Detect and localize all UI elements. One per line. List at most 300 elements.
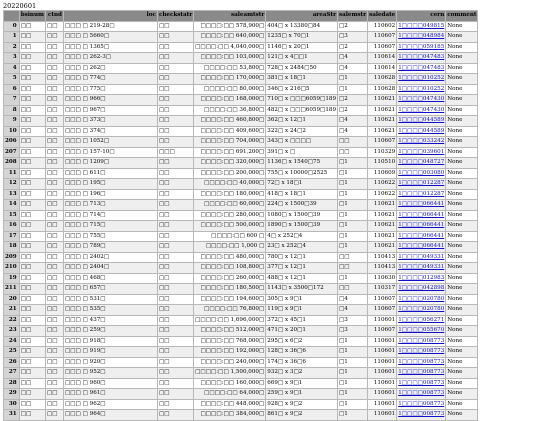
- row-index: 0: [4, 21, 20, 32]
- cell-loc: □□□ □ 531□: [63, 294, 157, 305]
- cell-saleamtstr: □□□□:□□ 4,040,000□: [194, 42, 266, 53]
- table-row: [4, 284, 478, 295]
- column-header-saleamtstr: saleamtstr: [194, 11, 266, 22]
- cell-areaStr: 224□ x 1500□39: [266, 200, 338, 211]
- cell-saledate: 110621: [368, 126, 397, 137]
- cell-saleamtstr: □□□□:□□ 460,800□: [194, 116, 266, 127]
- cell-cern[interactable]: 1□□□□047483: [397, 63, 446, 74]
- cell-loc: □□□ □ 259□: [63, 326, 157, 337]
- cell-saleamtstr: □□□□:□□ 240,000□: [194, 357, 266, 368]
- cell-loc: □□□ □ 468□: [63, 273, 157, 284]
- cell-checkstatr: □□: [157, 105, 193, 116]
- cell-saleamtstr: □□□□:□□ 500,000□: [194, 221, 266, 232]
- cell-areaStr: 1143□ x 3500□172: [266, 284, 338, 295]
- cell-saledate: 110622: [368, 189, 397, 200]
- cell-bsinum: □□: [19, 347, 45, 358]
- cell-comment: None: [446, 179, 478, 190]
- cell-ctnd: □□: [45, 368, 63, 379]
- cell-saleamtstr: □□□□:□□ 40,000□: [194, 179, 266, 190]
- row-index: 209: [4, 252, 20, 263]
- row-index: 10: [4, 126, 20, 137]
- cell-checkstatr: □□: [157, 158, 193, 169]
- cell-areaStr: 377□ x 12□1: [266, 263, 338, 274]
- cell-ctnd: □□: [45, 242, 63, 253]
- cell-saledate: 110601: [368, 368, 397, 379]
- cell-comment: None: [446, 399, 478, 410]
- row-index: 1: [4, 32, 20, 43]
- table-row: [4, 168, 478, 179]
- cell-ctnd: □□: [45, 147, 63, 158]
- cell-saleamtstr: □□□□:□□ 384,000□: [194, 410, 266, 421]
- cell-salemstr: □1: [338, 221, 368, 232]
- cell-areaStr: 259□ x 9□1: [266, 389, 338, 400]
- table-row: [4, 210, 478, 221]
- cell-saledate: 110602: [368, 21, 397, 32]
- cell-comment: None: [446, 357, 478, 368]
- cell-bsinum: □□: [19, 368, 45, 379]
- cell-ctnd: □□: [45, 315, 63, 326]
- cell-cern[interactable]: 1□□□□008773: [397, 336, 446, 347]
- cell-areaStr: 128□ x 36□6: [266, 347, 338, 358]
- cell-checkstatr: □□: [157, 53, 193, 64]
- cell-checkstatr: □□: [157, 410, 193, 421]
- cell-cern[interactable]: 1□□□□049815: [397, 21, 446, 32]
- cell-loc: □□□ □ 262□: [63, 63, 157, 74]
- cell-areaStr: 174□ x 36□6: [266, 357, 338, 368]
- cell-areaStr: 1235□ x 70□1: [266, 32, 338, 43]
- cell-saleamtstr: □□□□:□□ 192,000□: [194, 347, 266, 358]
- cell-bsinum: □□: [19, 378, 45, 389]
- cell-loc: □□□ □ 1365□: [63, 42, 157, 53]
- cell-ctnd: □□: [45, 357, 63, 368]
- cell-ctnd: □□: [45, 84, 63, 95]
- cell-ctnd: □□: [45, 137, 63, 148]
- cell-saledate: 110510: [368, 158, 397, 169]
- cell-salemstr: □3: [338, 326, 368, 337]
- cell-cern[interactable]: 1□□□□047430: [397, 95, 446, 106]
- cell-bsinum: □□: [19, 210, 45, 221]
- cell-areaStr: 710□ x □□□6059□189: [266, 95, 338, 106]
- cell-saledate: 110621: [368, 231, 397, 242]
- cell-areaStr: 322□ x 24□2: [266, 126, 338, 137]
- cell-saledate: 110607: [368, 305, 397, 316]
- cell-cern[interactable]: 1□□□□066441: [397, 242, 446, 253]
- cell-loc: □□□ □ 713□: [63, 200, 157, 211]
- cell-saleamtstr: □□□□:□□ 160,000□: [194, 378, 266, 389]
- cell-comment: None: [446, 84, 478, 95]
- table-row: [4, 116, 478, 127]
- table-row: [4, 242, 478, 253]
- column-header-saledate: saledate: [368, 11, 397, 22]
- cell-saleamtstr: □□□□:□□ 108,800□: [194, 263, 266, 274]
- cell-loc: □□□ □ 196□: [63, 189, 157, 200]
- cell-saledate: 110621: [368, 105, 397, 116]
- cell-ctnd: □□: [45, 294, 63, 305]
- cell-saledate: 110601: [368, 378, 397, 389]
- cell-areaStr: 23□ x 252□4: [266, 242, 338, 253]
- row-index: 26: [4, 357, 20, 368]
- cell-cern[interactable]: 1□□□□055670: [397, 326, 446, 337]
- cell-loc: □□□ □ 774□: [63, 74, 157, 85]
- cell-loc: □□□ □ 437□: [63, 315, 157, 326]
- cell-comment: None: [446, 326, 478, 337]
- cell-ctnd: □□: [45, 126, 63, 137]
- row-index: 17: [4, 231, 20, 242]
- cell-saleamtstr: □□□□:□□ 180,000□: [194, 189, 266, 200]
- cell-ctnd: □□: [45, 326, 63, 337]
- cell-saledate: 110621: [368, 95, 397, 106]
- cell-saledate: 110630: [368, 273, 397, 284]
- cell-bsinum: □□: [19, 158, 45, 169]
- column-header-index: [4, 11, 20, 22]
- cell-comment: None: [446, 252, 478, 263]
- cell-saledate: 110601: [368, 389, 397, 400]
- cell-cern[interactable]: 1□□□□008773: [397, 357, 446, 368]
- cell-comment: None: [446, 158, 478, 169]
- cell-comment: None: [446, 231, 478, 242]
- cell-cern[interactable]: 1□□□□012287: [397, 189, 446, 200]
- cell-areaStr: 1136□ x 1540□75: [266, 158, 338, 169]
- cell-loc: □□□ □ 789□: [63, 242, 157, 253]
- cell-bsinum: □□: [19, 305, 45, 316]
- row-index: 207: [4, 147, 20, 158]
- cell-bsinum: □□: [19, 21, 45, 32]
- cell-bsinum: □□: [19, 410, 45, 421]
- cell-saledate: 110628: [368, 74, 397, 85]
- cell-cern[interactable]: 1□□□□008773: [397, 410, 446, 421]
- column-header-comment: comment: [446, 11, 478, 22]
- cell-cern[interactable]: 1□□□□012983: [397, 273, 446, 284]
- row-index: 9: [4, 116, 20, 127]
- cell-comment: None: [446, 378, 478, 389]
- cell-comment: None: [446, 210, 478, 221]
- cell-saleamtstr: □□□□:□□ 768,000□: [194, 336, 266, 347]
- cell-cern[interactable]: 1□□□□049331: [397, 252, 446, 263]
- cell-comment: None: [446, 200, 478, 211]
- column-header-ctnd: ctnd: [45, 11, 63, 22]
- cell-bsinum: □□: [19, 263, 45, 274]
- cell-areaStr: 391□ x □: [266, 147, 338, 158]
- cell-loc: □□□ □ 373□: [63, 116, 157, 127]
- cell-bsinum: □□: [19, 147, 45, 158]
- cell-checkstatr: □□: [157, 263, 193, 274]
- cell-cern[interactable]: 1□□□□020780: [397, 305, 446, 316]
- cell-comment: None: [446, 410, 478, 421]
- cell-saledate: 110621: [368, 200, 397, 211]
- cell-areaStr: 346□ x 216□5: [266, 84, 338, 95]
- cell-salemstr: □1: [338, 74, 368, 85]
- cell-cern[interactable]: 1□□□□039601: [397, 147, 446, 158]
- cell-cern[interactable]: 1□□□□049331: [397, 263, 446, 274]
- table-row: [4, 63, 478, 74]
- cell-loc: □□□ □ 5660□: [63, 32, 157, 43]
- cell-saledate: 110621: [368, 210, 397, 221]
- cell-areaStr: 928□ x 9□2: [266, 399, 338, 410]
- cell-saledate: 110601: [368, 399, 397, 410]
- table-row: [4, 347, 478, 358]
- cell-bsinum: □□: [19, 105, 45, 116]
- table-row: [4, 326, 478, 337]
- cell-bsinum: □□: [19, 242, 45, 253]
- cell-salemstr: □□: [338, 252, 368, 263]
- cell-ctnd: □□: [45, 389, 63, 400]
- cell-cern[interactable]: 1□□□□059185: [397, 42, 446, 53]
- cell-checkstatr: □□: [157, 252, 193, 263]
- cell-bsinum: □□: [19, 221, 45, 232]
- table-row: [4, 147, 478, 158]
- cell-saledate: 110413: [368, 252, 397, 263]
- row-index: 27: [4, 368, 20, 379]
- cell-bsinum: □□: [19, 231, 45, 242]
- cell-cern[interactable]: 1□□□□012287: [397, 179, 446, 190]
- cell-saledate: 110621: [368, 221, 397, 232]
- cell-checkstatr: □□: [157, 21, 193, 32]
- cell-bsinum: □□: [19, 357, 45, 368]
- cell-loc: □□□ □ 374□: [63, 126, 157, 137]
- cell-cern[interactable]: 1□□□□008773: [397, 399, 446, 410]
- cell-salemstr: □1: [338, 200, 368, 211]
- cell-cern[interactable]: 1□□□□010252: [397, 74, 446, 85]
- cell-saleamtstr: □□□□:□□ 512,000□: [194, 326, 266, 337]
- cell-checkstatr: □□: [157, 399, 193, 410]
- cell-loc: □□□ □ 964□: [63, 410, 157, 421]
- cell-checkstatr: □□: [157, 32, 193, 43]
- cell-bsinum: □□: [19, 42, 45, 53]
- cell-comment: None: [446, 315, 478, 326]
- cell-cern[interactable]: 1□□□□047483: [397, 53, 446, 64]
- table-row: [4, 263, 478, 274]
- table-row: [4, 189, 478, 200]
- cell-areaStr: 305□ x 9□1: [266, 294, 338, 305]
- cell-bsinum: □□: [19, 74, 45, 85]
- cell-comment: None: [446, 273, 478, 284]
- cell-salemstr: □1: [338, 189, 368, 200]
- cell-saledate: 110607: [368, 32, 397, 43]
- cell-bsinum: □□: [19, 389, 45, 400]
- cell-bsinum: □□: [19, 315, 45, 326]
- cell-saledate: 110614: [368, 63, 397, 74]
- cell-cern[interactable]: 1□□□□066441: [397, 210, 446, 221]
- cell-salemstr: □□: [338, 263, 368, 274]
- row-index: 21: [4, 305, 20, 316]
- cell-loc: □□□ □ 715□: [63, 221, 157, 232]
- cell-cern[interactable]: 1□□□□010252: [397, 84, 446, 95]
- cell-bsinum: □□: [19, 116, 45, 127]
- cell-areaStr: 728□ x 2484□50: [266, 63, 338, 74]
- cell-areaStr: 755□ x 10000□2525: [266, 168, 338, 179]
- cell-ctnd: □□: [45, 32, 63, 43]
- cell-checkstatr: □□: [157, 347, 193, 358]
- row-index: 4: [4, 63, 20, 74]
- row-index: 11: [4, 168, 20, 179]
- cell-loc: □□□ □ 966□: [63, 95, 157, 106]
- column-header-bsinum: bsinum: [19, 11, 45, 22]
- cell-saleamtstr: □□□□:□□ 1,696,000□: [194, 315, 266, 326]
- cell-loc: □□□ □ 611□: [63, 168, 157, 179]
- cell-checkstatr: □□: [157, 168, 193, 179]
- cell-areaStr: 121□ x 4□□1: [266, 53, 338, 64]
- table-row: [4, 273, 478, 284]
- cell-areaStr: 404□ x 13380□84: [266, 21, 338, 32]
- cell-salemstr: □□: [338, 147, 368, 158]
- cell-salemstr: □4: [338, 63, 368, 74]
- row-index: 19: [4, 273, 20, 284]
- cell-salemstr: □4: [338, 53, 368, 64]
- row-index: 20: [4, 294, 20, 305]
- cell-salemstr: □1: [338, 242, 368, 253]
- cell-checkstatr: □□: [157, 221, 193, 232]
- table-row: [4, 294, 478, 305]
- cell-cern[interactable]: 1□□□□008773: [397, 347, 446, 358]
- cell-comment: None: [446, 116, 478, 127]
- table-row: [4, 158, 478, 169]
- cell-areaStr: 119□ x 9□1: [266, 305, 338, 316]
- cell-ctnd: □□: [45, 231, 63, 242]
- cell-areaStr: 932□ x 3□2: [266, 368, 338, 379]
- cell-comment: None: [446, 53, 478, 64]
- table-row: [4, 32, 478, 43]
- cell-saleamtstr: □□□□:□□ 76,800□: [194, 305, 266, 316]
- cell-saledate: 110614: [368, 53, 397, 64]
- cell-salemstr: □1: [338, 273, 368, 284]
- cell-areaStr: 861□ x 9□2: [266, 410, 338, 421]
- column-header-loc: loc: [63, 11, 157, 22]
- cell-checkstatr: □□: [157, 273, 193, 284]
- row-index: 6: [4, 84, 20, 95]
- cell-salemstr: □1: [338, 357, 368, 368]
- cell-saleamtstr: □□□□:□□ 1,500,000□: [194, 368, 266, 379]
- cell-cern[interactable]: 1□□□□008773: [397, 368, 446, 379]
- cell-cern[interactable]: 1□□□□008773: [397, 378, 446, 389]
- column-header-salemstr: salemstr: [338, 11, 368, 22]
- cell-checkstatr: □□: [157, 179, 193, 190]
- row-index: 25: [4, 347, 20, 358]
- cell-bsinum: □□: [19, 53, 45, 64]
- cell-checkstatr: □□: [157, 84, 193, 95]
- row-index: 2: [4, 42, 20, 53]
- cell-cern[interactable]: 1□□□□048984: [397, 32, 446, 43]
- table-row: [4, 231, 478, 242]
- cell-salemstr: □4: [338, 294, 368, 305]
- cell-bsinum: □□: [19, 252, 45, 263]
- cell-cern[interactable]: 1□□□□042898: [397, 284, 446, 295]
- cell-cern[interactable]: 1□□□□044589: [397, 126, 446, 137]
- cell-saleamtstr: □□□□:□□ 64,000□: [194, 389, 266, 400]
- row-index: 18: [4, 242, 20, 253]
- cell-salemstr: □1: [338, 389, 368, 400]
- table-row: [4, 179, 478, 190]
- cell-areaStr: 4□ x 252□4: [266, 231, 338, 242]
- table-row: [4, 221, 478, 232]
- cell-cern[interactable]: 1□□□□048727: [397, 158, 446, 169]
- cell-ctnd: □□: [45, 116, 63, 127]
- cell-loc: □□□ □ 962□: [63, 399, 157, 410]
- cell-saleamtstr: □□□□:□□ 409,600□: [194, 126, 266, 137]
- cell-checkstatr: □□: [157, 389, 193, 400]
- cell-saledate: 110329: [368, 147, 397, 158]
- cell-checkstatr: □□: [157, 368, 193, 379]
- cell-comment: None: [446, 263, 478, 274]
- cell-cern[interactable]: 1□□□□033242: [397, 137, 446, 148]
- cell-salemstr: □□: [338, 284, 368, 295]
- cell-ctnd: □□: [45, 105, 63, 116]
- row-index: 23: [4, 326, 20, 337]
- table-row: [4, 378, 478, 389]
- cell-comment: None: [446, 305, 478, 316]
- row-index: 28: [4, 378, 20, 389]
- cell-cern[interactable]: 1□□□□047430: [397, 105, 446, 116]
- cell-ctnd: □□: [45, 273, 63, 284]
- cell-ctnd: □□: [45, 252, 63, 263]
- row-index: 211: [4, 284, 20, 295]
- cell-cern[interactable]: 1□□□□008773: [397, 389, 446, 400]
- cell-checkstatr: □□: [157, 305, 193, 316]
- cell-areaStr: 1890□ x 1500□39: [266, 221, 338, 232]
- row-index: 3: [4, 53, 20, 64]
- cell-saleamtstr: □□□□:□□ 480,000□: [194, 252, 266, 263]
- cell-cern[interactable]: 1□□□□066441: [397, 231, 446, 242]
- cell-loc: □□□ □ 657□: [63, 284, 157, 295]
- cell-checkstatr: □□: [157, 200, 193, 211]
- cell-bsinum: □□: [19, 168, 45, 179]
- cell-cern[interactable]: 1□□□□020780: [397, 294, 446, 305]
- cell-areaStr: 381□ x 18□1: [266, 74, 338, 85]
- cell-saleamtstr: □□□□:□□ 448,000□: [194, 399, 266, 410]
- cell-salemstr: □4: [338, 126, 368, 137]
- cell-cern[interactable]: 1□□□□066441: [397, 200, 446, 211]
- cell-salemstr: □1: [338, 368, 368, 379]
- row-index: 12: [4, 179, 20, 190]
- table-row: [4, 336, 478, 347]
- cell-comment: None: [446, 347, 478, 358]
- row-index: 206: [4, 137, 20, 148]
- cell-bsinum: □□: [19, 284, 45, 295]
- cell-ctnd: □□: [45, 74, 63, 85]
- cell-loc: □□□ □ 1209□: [63, 158, 157, 169]
- cell-ctnd: □□: [45, 284, 63, 295]
- cell-comment: None: [446, 147, 478, 158]
- cell-saledate: 110628: [368, 84, 397, 95]
- cell-cern[interactable]: 1□□□□066441: [397, 221, 446, 232]
- cell-cern[interactable]: 1□□□□044589: [397, 116, 446, 127]
- cell-cern[interactable]: 1□□□□003080: [397, 168, 446, 179]
- cell-ctnd: □□: [45, 42, 63, 53]
- cell-comment: None: [446, 95, 478, 106]
- row-index: 16: [4, 221, 20, 232]
- cell-saledate: 110607: [368, 42, 397, 53]
- cell-comment: None: [446, 368, 478, 379]
- cell-loc: □□□ □ 755□: [63, 231, 157, 242]
- cell-comment: None: [446, 189, 478, 200]
- cell-saleamtstr: □□□□:□□ 180,500□: [194, 284, 266, 295]
- cell-comment: None: [446, 32, 478, 43]
- cell-ctnd: □□: [45, 399, 63, 410]
- cell-saleamtstr: □□□□:□□ 1,000 □: [194, 242, 266, 253]
- cell-cern[interactable]: 1□□□□056271: [397, 315, 446, 326]
- column-header-checkstatr: checkstatr: [157, 11, 193, 22]
- cell-saledate: 110622: [368, 179, 397, 190]
- table-row: [4, 200, 478, 211]
- cell-saledate: 110607: [368, 294, 397, 305]
- row-index: 7: [4, 95, 20, 106]
- cell-saleamtstr: □□□□:□□ 60,000□: [194, 200, 266, 211]
- cell-saleamtstr: □□□□:□□ 320,000□: [194, 158, 266, 169]
- table-header-row: [4, 11, 478, 22]
- cell-saledate: 110317: [368, 284, 397, 295]
- cell-ctnd: □□: [45, 410, 63, 421]
- table-row: [4, 53, 478, 64]
- cell-bsinum: □□: [19, 189, 45, 200]
